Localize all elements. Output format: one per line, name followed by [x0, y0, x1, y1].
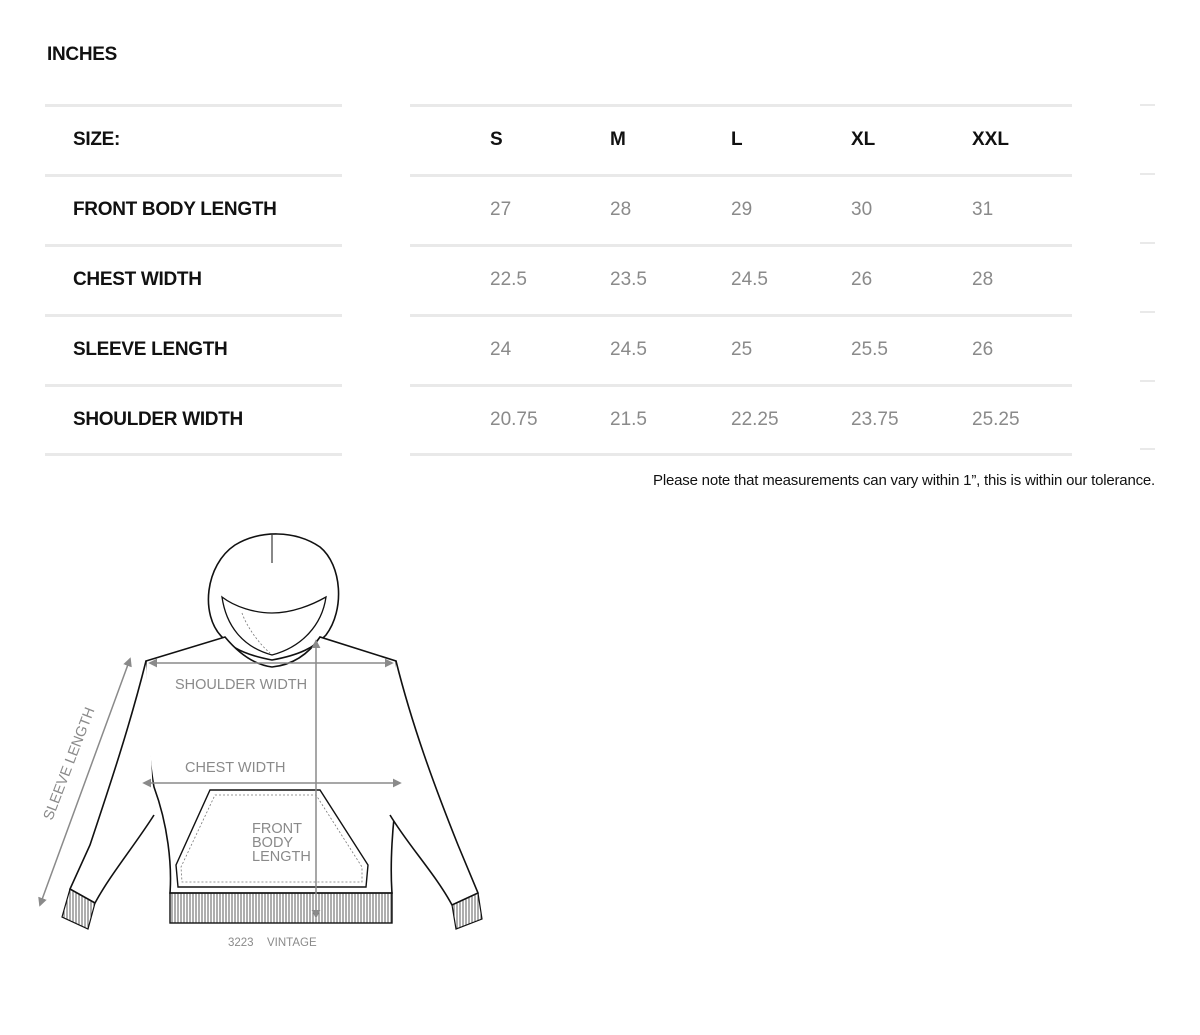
- table-cell: 23.75: [851, 409, 899, 430]
- shoulder-width-label: SHOULDER WIDTH: [175, 677, 308, 693]
- front-body-length-label-2: BODY: [252, 835, 294, 851]
- style-name: VINTAGE: [267, 937, 317, 949]
- table-cell: 26: [851, 269, 873, 290]
- table-row: [410, 384, 1072, 456]
- divider: [1140, 380, 1155, 450]
- unit-title: INCHES: [47, 44, 117, 65]
- right-sleeve: [390, 661, 478, 905]
- sleeve-length-label: SLEEVE LENGTH: [40, 705, 99, 823]
- row-label-front-body-length: FRONT BODY LENGTH: [73, 199, 277, 220]
- size-m: M: [610, 129, 626, 150]
- size-chart-values: [410, 104, 1072, 456]
- divider: [1140, 311, 1155, 380]
- table-cell: 28: [972, 269, 994, 290]
- table-row: [45, 174, 342, 244]
- table-row: [410, 244, 1072, 314]
- hoodie-diagram-svg: [30, 525, 500, 965]
- size-chart-labels: [45, 104, 342, 456]
- divider: [1140, 242, 1155, 311]
- table-cell: 25: [731, 339, 753, 360]
- divider: [1140, 104, 1155, 173]
- table-cell: 21.5: [610, 409, 647, 430]
- table-cell: 25.25: [972, 409, 1020, 430]
- table-cell: 28: [610, 199, 632, 220]
- table-row: [45, 314, 342, 384]
- table-cell: 25.5: [851, 339, 888, 360]
- size-l: L: [731, 129, 743, 150]
- table-cell: 22.25: [731, 409, 779, 430]
- table-cell: 27: [490, 199, 512, 220]
- table-cell: 26: [972, 339, 994, 360]
- table-cell: 24.5: [731, 269, 768, 290]
- table-cell: 29: [731, 199, 753, 220]
- table-cell: 24.5: [610, 339, 647, 360]
- size-xxl: XXL: [972, 129, 1009, 150]
- tolerance-note: Please note that measurements can vary within 1”, this is within our tolerance.: [653, 472, 1155, 489]
- table-cell: 30: [851, 199, 873, 220]
- table-row-header: [45, 104, 342, 174]
- table-overflow-edge: [1140, 104, 1155, 450]
- table-cell: 23.5: [610, 269, 647, 290]
- size-xl: XL: [851, 129, 876, 150]
- style-number: 3223: [228, 937, 254, 949]
- table-row: [45, 244, 342, 314]
- waistband: [170, 893, 392, 923]
- table-row-header: [410, 104, 1072, 174]
- row-label-shoulder-width: SHOULDER WIDTH: [73, 409, 243, 430]
- row-label-chest-width: CHEST WIDTH: [73, 269, 202, 290]
- table-cell: 31: [972, 199, 994, 220]
- chest-width-label: CHEST WIDTH: [185, 760, 286, 776]
- hoodie-measurement-diagram: [30, 525, 500, 965]
- size-s: S: [490, 129, 503, 150]
- size-header-label: SIZE:: [73, 129, 121, 150]
- table-cell: 20.75: [490, 409, 538, 430]
- table-cell: 24: [490, 339, 512, 360]
- front-body-length-label-3: LENGTH: [252, 849, 311, 865]
- front-body-length-label-1: FRONT: [252, 821, 302, 837]
- table-row: [410, 314, 1072, 384]
- table-cell: 22.5: [490, 269, 527, 290]
- divider: [1140, 173, 1155, 242]
- table-row: [45, 384, 342, 456]
- row-label-sleeve-length: SLEEVE LENGTH: [73, 339, 228, 360]
- left-sleeve: [70, 661, 154, 903]
- table-row: [410, 174, 1072, 244]
